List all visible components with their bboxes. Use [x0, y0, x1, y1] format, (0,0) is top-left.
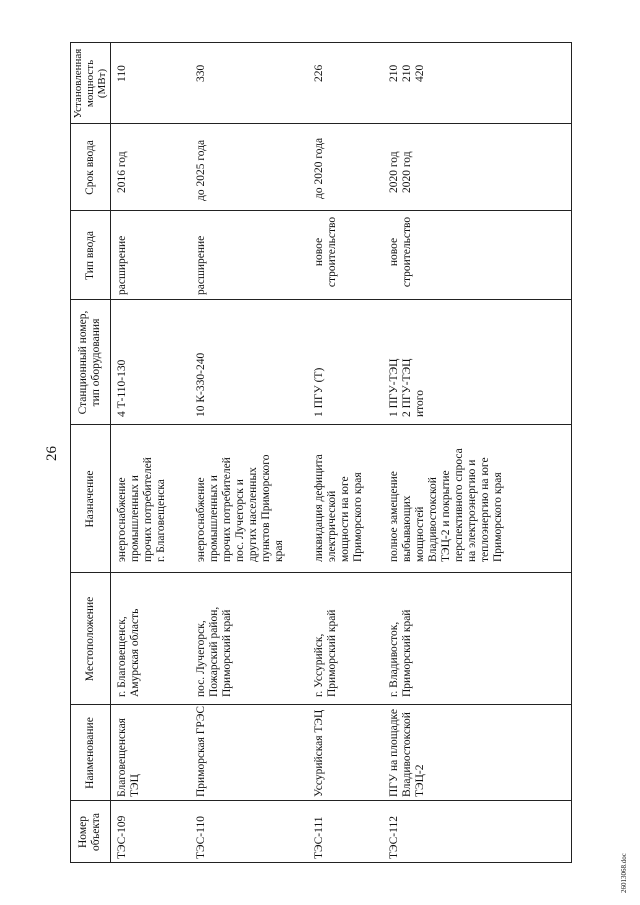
cell-equipment: 10 К-330-240 — [195, 352, 207, 417]
col-divider — [70, 862, 572, 863]
col-divider — [70, 572, 572, 573]
cell-number: ТЭС-111 — [313, 816, 325, 859]
cell-term: до 2025 года — [195, 139, 207, 201]
col-divider — [70, 424, 572, 425]
table-header-rule — [110, 43, 111, 863]
cell-term: 2020 год 2020 год — [388, 151, 413, 193]
header-location: Местоположение — [83, 596, 96, 682]
cell-name: Уссурийская ТЭЦ — [313, 709, 325, 797]
cell-location: г. Уссурийск, Приморский край — [313, 609, 338, 697]
col-divider — [70, 123, 572, 124]
cell-type: новое строительство — [313, 216, 338, 288]
cell-type: новое строительство — [388, 216, 413, 288]
col-divider — [70, 42, 572, 43]
cell-power: 226 — [313, 64, 325, 82]
col-divider — [70, 800, 572, 801]
cell-term: 2016 год — [116, 151, 128, 193]
cell-purpose: ликвидация дефицита электрической мощности на юге Приморского края — [313, 454, 364, 562]
cell-power: 330 — [195, 64, 207, 82]
cell-location: г. Благовещенск, Амурская область — [116, 608, 141, 697]
header-term: Срок ввода — [83, 140, 96, 195]
cell-name: Приморская ГРЭС — [195, 705, 207, 797]
header-equipment: Станционный номер, тип оборудования — [77, 310, 102, 415]
page-number: 26 — [44, 446, 60, 461]
cell-number: ТЭС-112 — [388, 816, 400, 859]
cell-purpose: полное замещение выбывающих мощностей Владивостокской ТЭЦ-2 и покрытие перспективного спроса на электроэнергию и теплоэнергию на юге Приморского края — [388, 448, 504, 562]
cell-type: расширение — [116, 235, 128, 295]
cell-name: Благовещенская ТЭЦ — [116, 718, 141, 797]
cell-power: 210 210 420 — [388, 64, 426, 82]
cell-type: расширение — [195, 235, 207, 295]
col-divider — [70, 299, 572, 300]
cell-location: пос. Лучегорск, Пожарский район, Приморский край — [195, 606, 233, 697]
document-footer: 26013068.doc — [620, 853, 628, 893]
cell-equipment: 1 ПГУ-ТЭЦ 2 ПГУ-ТЭЦ итого — [388, 358, 426, 417]
col-divider — [70, 210, 572, 211]
header-number: Номер объекта — [77, 812, 102, 852]
cell-equipment: 1 ПГУ (Т) — [313, 367, 325, 417]
cell-purpose: энергоснабжение промышленных и прочих потребителей пос. Лучегорск и других населенных пунктов Приморского края — [195, 454, 285, 562]
cell-purpose: энергоснабжение промышленных и прочих потребителей г. Благовещенска — [116, 457, 167, 562]
header-type: Тип ввода — [83, 230, 96, 281]
cell-name: ПГУ на площадке Владивостокской ТЭЦ-2 — [388, 709, 426, 797]
table-border-bottom — [571, 43, 572, 863]
cell-location: г. Владивосток, Приморский край — [388, 609, 413, 697]
header-purpose: Назначение — [83, 470, 96, 528]
cell-term: до 2020 года — [313, 137, 325, 199]
cell-power: 110 — [116, 65, 128, 82]
cell-number: ТЭС-110 — [195, 816, 207, 859]
cell-equipment: 4 Т-110-130 — [116, 359, 128, 417]
header-power: Установленная мощность (МВт) — [72, 48, 108, 119]
cell-number: ТЭС-109 — [116, 815, 128, 859]
header-name: Наименование — [83, 717, 96, 789]
